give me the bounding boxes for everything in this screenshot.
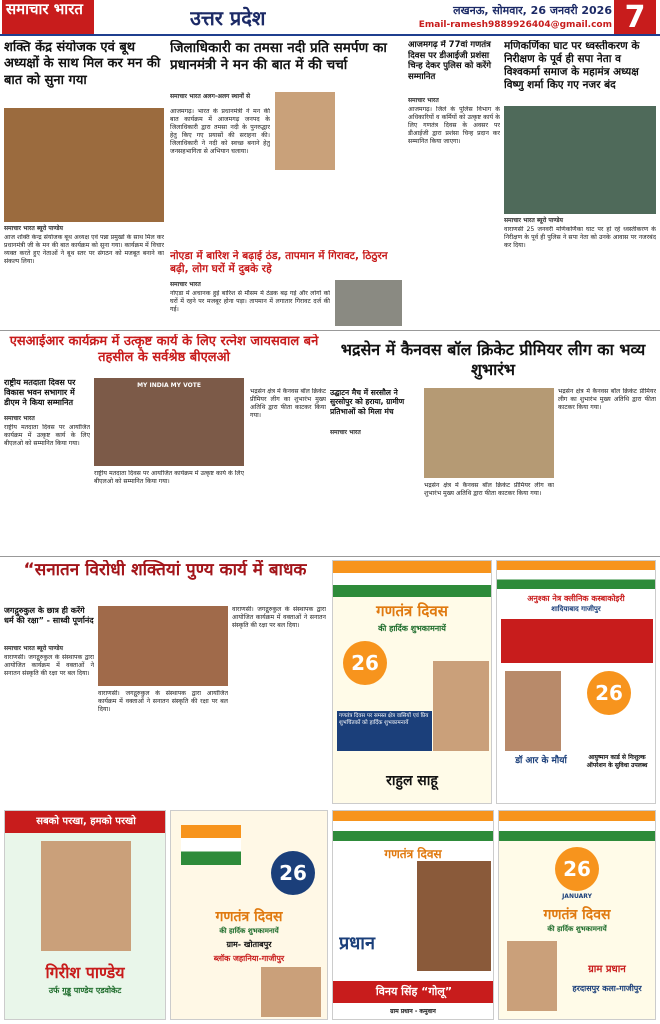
ad-hardaspur[interactable] (498, 810, 656, 1020)
ad-message: ग्राम प्रधान (588, 964, 626, 975)
ad-person-photo (261, 967, 321, 1017)
ad-rahul-sahu[interactable] (332, 560, 492, 804)
story8-body-3: वाराणसी। जगद्गुरुकुल के संस्थापक द्वारा आयोजित कार्यक्रम में वक्ताओं ने सनातन संस्कृति की रक्षा पर बल दिया। (232, 606, 326, 629)
story3-byline: समाचार भारत (408, 97, 439, 104)
story5-photo (335, 280, 402, 326)
date-month: JANUARY (562, 893, 592, 900)
story7-body: भद्रसेन क्षेत्र में कैनवस बॉल क्रिकेट प्रीमियर लीग का शुभारंभ मुख्य अतिथि द्वारा फीता काटकर किया गया। (250, 388, 326, 419)
ad-name: हरदासपुर कला-गाजीपुर (572, 984, 642, 993)
ad-message: आयुष्मान कार्ड से निःशुल्क ऑपरेशन के सुविधा उपलब्ध (586, 754, 648, 769)
story2-body: आजमगढ़। भारत के प्रधानमंत्री ने मन की बात कार्यक्रम में आजमगढ़ जनपद के जिलाधिकारी द्वारा तमसा नदी के पुनरुद्धार हेतु किए गए प्रयासों की सराहना की। जिलाधिकारी ने नदी को स्वच्छ बनाने हेतु जनसहभागिता से अभियान चलाया। (170, 108, 270, 155)
flag-graphic (181, 825, 241, 865)
ad-girish-pandey[interactable] (4, 810, 166, 1020)
ad-title: गणतंत्र दिवस (384, 847, 442, 861)
ad-subtitle: प्रधान (339, 933, 375, 954)
story8-headline: “सनातन विरोधी शक्तियां पुण्य कार्य में बाधक (23, 560, 307, 580)
story6-body: राष्ट्रीय मतदाता दिवस पर आयोजित कार्यक्रम में उत्कृष्ट कार्य के लिए बीएलओ को सम्मानित किया गया। (4, 424, 90, 447)
flag-graphic (499, 811, 656, 841)
story4-body: वाराणसी 25 जनवरी मणिकर्णिका घाट पर हो रहे ध्वस्तीकरण के निरीक्षण के पूर्व ही पुलिस ने सपा नेता को उनके आवास पर नजरबंद कर दिया। (504, 226, 656, 249)
story6b-headline: राष्ट्रीय मतदाता दिवस पर विकास भवन सभागार में डीएम ने किया सम्मानित (4, 378, 76, 407)
ad-subtitle: की हार्दिक शुभकामनायें (547, 925, 607, 933)
contact-email[interactable]: Email-ramesh9889926404@gmail.com (418, 20, 612, 30)
date-badge: 26 (555, 847, 599, 891)
ad-eye-clinic[interactable] (496, 560, 656, 804)
ad-title: गणतंत्र दिवस (543, 907, 611, 923)
story8-body-2: वाराणसी। जगद्गुरुकुल के संस्थापक द्वारा आयोजित कार्यक्रम में वक्ताओं ने सनातन संस्कृति की रक्षा पर बल दिया। (98, 690, 228, 713)
story3-body: आजमगढ़। जिले के पुलिस विभाग के अधिकारियों व कर्मियों को उत्कृष्ट कार्य के लिए गणतंत्र दिवस के अवसर पर डीआईजी द्वारा प्रशंसा चिन्ह प्रदान कर सम्मानित किया जाएगा। (408, 106, 500, 145)
ad-name: ब्लॉक जहानिया-गाजीपुर (213, 954, 285, 963)
story8-subhead: जगद्गुरुकुल के छात्र ही करेंगे धर्म की रक्षा” - साध्वी पूर्णानंद (4, 606, 94, 625)
story6-headline: एसआईआर कार्यक्रम में उत्कृष्ट कार्य के लिए रत्नेश जायसवाल बने तहसील के सर्वश्रेष्ठ बीएलओ (9, 334, 319, 366)
story8-photo (98, 606, 228, 686)
ad-title: गणतंत्र दिवस (215, 909, 283, 925)
date-badge: 26 (271, 851, 315, 895)
ad-name: डॉ आर के मौर्या (515, 756, 567, 766)
divider (0, 556, 660, 557)
flag-graphic (333, 561, 492, 597)
story7-photo (424, 388, 554, 478)
story4-photo (504, 106, 656, 214)
story7-headline: भद्रसेन में कैनवस बॉल क्रिकेट प्रीमियर लीग का भव्य शुभारंभ (340, 340, 646, 379)
story1-caption: समाचार भारत ब्यूरो पाण्डेय (4, 225, 63, 232)
story4-headline: मणिकर्णिका घाट पर ध्वस्तीकरण के निरीक्षण के पूर्व ही सपा नेता व विश्वकर्मा समाज के महामंत्र अध्यक्ष विष्णु शर्मा किए गए नजर बंद (504, 40, 640, 92)
ad-person-photo (41, 841, 131, 951)
ad-khotabpur[interactable] (170, 810, 328, 1020)
story5-body: नोएडा में अचानक हुई बारिश से मौसम में ठंडक बढ़ गई और लोगों को घरों में रहने पर मजबूर होना पड़ा। तापमान में लगातार गिरावट दर्ज की गई। (170, 290, 330, 313)
story2-photo (275, 92, 335, 170)
ad-message: उर्फ गुड्डू पाण्डेय एडवोकेट (48, 986, 122, 995)
ad-red-band (501, 619, 653, 663)
story3-headline: आजमगढ़ में 77वां गणतंत्र दिवस पर डीआईजी प्रशंसा चिन्ह देकर पुलिस को करेंगे सम्मानित (408, 40, 492, 82)
story7-body-3: भद्रसेन क्षेत्र में कैनवस बॉल क्रिकेट प्रीमियर लीग का शुभारंभ मुख्य अतिथि द्वारा फीता काटकर किया गया। (424, 482, 554, 497)
ad-subtitle: की हार्दिक शुभकामनायें (378, 624, 446, 633)
story7b-headline: उद्घाटन मैच में सरसौल ने सुरसोपुर को हराया, ग्रामीण प्रतिभाओं को मिला मंच (330, 388, 405, 416)
ad-title: गणतंत्र दिवस (376, 602, 448, 620)
story8-caption: समाचार भारत ब्यूरो पाण्डेय (4, 645, 63, 652)
ad-person-photo (433, 661, 489, 751)
story5-headline: नोएडा में बारिश ने बढ़ाई ठंड, तापमान में गिरावट, ठिठुरन बढ़ी, लोग घरों में दुबके रहे (170, 250, 388, 276)
ad-subtitle: शादियाबाद गाजीपुर (551, 605, 601, 613)
date-badge: 26 (587, 671, 631, 715)
section-title: उत्तर प्रदेश (190, 6, 266, 30)
flag-graphic (497, 561, 656, 589)
story6-banner: MY INDIA MY VOTE (137, 382, 201, 389)
ad-person-photo (417, 861, 491, 971)
newspaper-logo: समाचार भारत (2, 0, 94, 36)
ad-name: राहुल साहू (386, 773, 438, 789)
story7-body-2: भद्रसेन क्षेत्र में कैनवस बॉल क्रिकेट प्रीमियर लीग का शुभारंभ मुख्य अतिथि द्वारा फीता काटकर किया गया। (558, 388, 656, 411)
ad-message: ग्राम प्रधान - कमुवान (390, 1008, 436, 1015)
story7b-byline: समाचार भारत (330, 429, 361, 436)
ad-message: गणतंत्र दिवस पर समस्त क्षेत्र वासियों एवं प्रिय शुभचिंतकों को हार्दिक शुभकामनायें (337, 711, 432, 751)
ad-village: ग्राम- खोताबपुर (226, 940, 272, 949)
story6b-byline: समाचार भारत (4, 415, 35, 422)
ad-name: गिरीश पाण्डेय (45, 963, 125, 982)
story2-headline: जिलाधिकारी का तमसा नदी प्रति समर्पण का प्रधानमंत्री ने मन की बात में की चर्चा (170, 40, 387, 73)
issue-date: लखनऊ, सोमवार, 26 जनवरी 2026 (453, 4, 612, 17)
ad-subtitle: की हार्दिक शुभकामनायें (219, 927, 279, 935)
divider (0, 330, 660, 331)
masthead (0, 0, 660, 36)
story1-photo (4, 108, 164, 222)
story6-body-2: राष्ट्रीय मतदाता दिवस पर आयोजित कार्यक्रम में उत्कृष्ट कार्य के लिए बीएलओ को सम्मानित किया गया। (94, 470, 244, 485)
ad-title: सबको परखा, हमको परखो (5, 811, 166, 833)
story6-photo (94, 378, 244, 466)
story5-byline: समाचार भारत (170, 281, 201, 288)
ad-title: अनुश्का नेत्र क्लीनिक कस्बाकोइरी (527, 594, 625, 603)
date-badge: 26 (343, 641, 387, 685)
ad-person-photo (507, 941, 557, 1011)
page-number: 7 (614, 0, 656, 36)
ad-person-photo (505, 671, 561, 751)
ad-name: विनय सिंह “गोलू” (333, 981, 494, 1003)
story8-body: वाराणसी। जगद्गुरुकुल के संस्थापक द्वारा आयोजित कार्यक्रम में वक्ताओं ने सनातन संस्कृति की रक्षा पर बल दिया। (4, 654, 94, 677)
ad-vinay-singh[interactable] (332, 810, 494, 1020)
story1-headline: शक्ति केंद्र संयोजक एवं बूथ अध्यक्षों के साथ मिल कर मन की बात को सुना गया (4, 40, 161, 88)
story1-body: आज शक्ति केन्द्र संयोजक बूथ अध्यक्ष एवं पन्ना प्रमुखों के साथ मिल कर प्रधानमंत्री जी के मन की बात कार्यक्रम को सुना गया। कार्यक्रम में विचार व्यक्त करते हुए नेताओं ने बूथ स्तर पर संगठन को मजबूत बनाने का संकल्प लिया। (4, 234, 164, 265)
flag-graphic (333, 811, 494, 841)
story4-caption: समाचार भारत ब्यूरो पाण्डेय (504, 217, 563, 224)
story2-byline: समाचार भारत अलग-अलग स्थानों से (170, 93, 251, 100)
